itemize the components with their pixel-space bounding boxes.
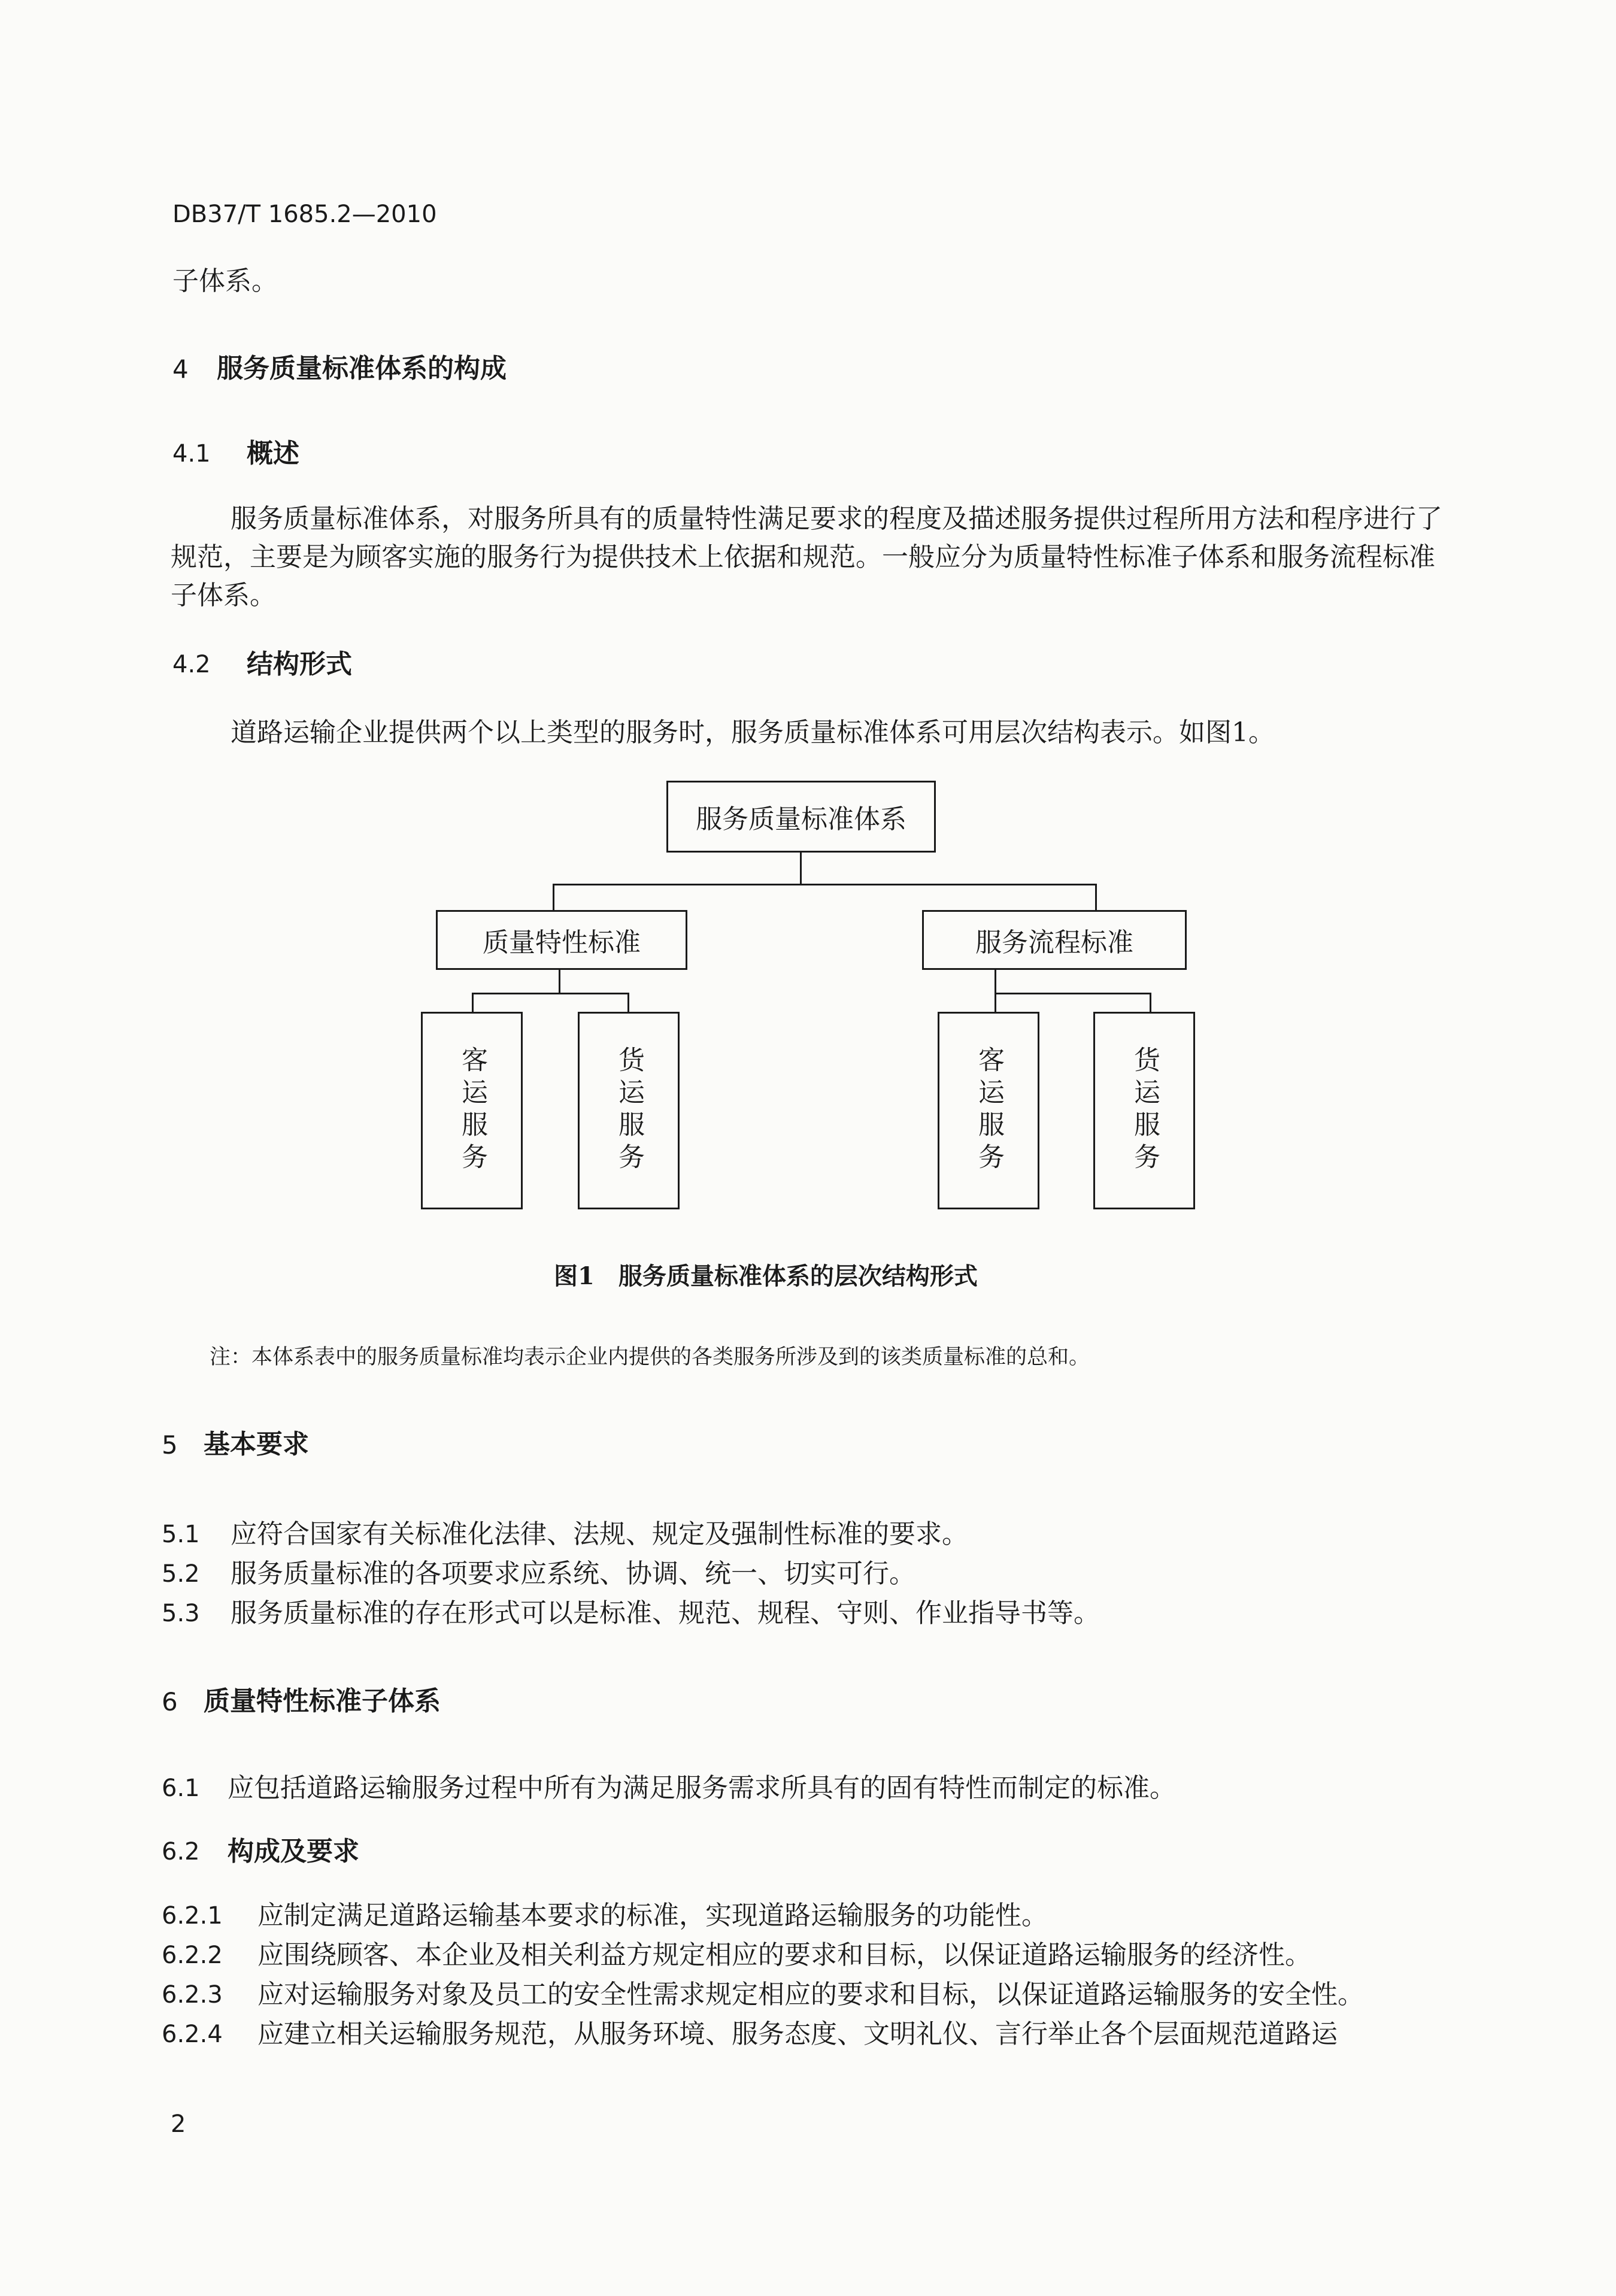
item-5-3-number: 5.3: [162, 1600, 200, 1627]
section-5-number: 5: [162, 1430, 178, 1460]
connector: [553, 884, 1096, 885]
section-4-2-title: 结构形式: [247, 649, 352, 680]
item-6-2-4-number: 6.2.4: [162, 2021, 223, 2048]
diagram-right-child-2: [1093, 1012, 1195, 1209]
diagram-right-child-1-label: 客运服务: [974, 1046, 1004, 1175]
connector: [995, 970, 996, 994]
connector: [627, 993, 629, 1013]
item-6-1-text: 应包括道路运输服务过程中所有为满足服务需求所具有的固有特性而制定的标准。: [228, 1773, 1176, 1803]
section-4-1-number: 4.1: [172, 440, 211, 468]
item-6-2-3-number: 6.2.3: [162, 1981, 223, 2009]
item-5-2-number: 5.2: [162, 1560, 200, 1588]
connector: [800, 853, 802, 885]
section-6-heading: 质量特性标准子体系: [204, 1686, 441, 1716]
diagram-right-label: 服务流程标准: [975, 927, 1133, 958]
section-5-heading: 基本要求: [204, 1429, 309, 1460]
item-6-1-number: 6.1: [162, 1775, 200, 1802]
diagram-left-child-1: [421, 1012, 523, 1209]
item-5-2-text: 服务质量标准的各项要求应系统、协调、统一、切实可行。: [231, 1558, 915, 1589]
connector: [553, 884, 554, 911]
figure-caption: 图1 服务质量标准体系的层次结构形式: [554, 1262, 978, 1290]
item-6-2-1-number: 6.2.1: [162, 1902, 223, 1930]
connector: [1095, 884, 1097, 911]
item-6-2-4-text: 应建立相关运输服务规范，从服务环境、服务态度、文明礼仪、言行举止各个层面规范道路运: [257, 2019, 1338, 2049]
connector: [1150, 993, 1151, 1013]
intro-fragment: 子体系。: [172, 266, 278, 296]
item-6-2-1-text: 应制定满足道路运输基本要求的标准，实现道路运输服务的功能性。: [257, 1900, 1048, 1931]
section-6-2-title: 构成及要求: [228, 1836, 359, 1867]
item-5-3-text: 服务质量标准的存在形式可以是标准、规范、规程、守则、作业指导书等。: [231, 1598, 1100, 1628]
item-6-2-3-text: 应对运输服务对象及员工的安全性需求规定相应的要求和目标，以保证道路运输服务的安全性。: [257, 1979, 1364, 2010]
diagram-left-box: [436, 910, 687, 970]
standard-number: DB37/T 1685.2—2010: [172, 201, 437, 228]
connector: [995, 993, 1151, 994]
item-5-1-text: 应符合国家有关标准化法律、法规、规定及强制性标准的要求。: [231, 1519, 968, 1549]
section-6-2-number: 6.2: [162, 1838, 200, 1866]
figure-note: 注：本体系表中的服务质量标准均表示企业内提供的各类服务所涉及到的该类质量标准的总和。: [210, 1345, 1090, 1369]
diagram-left-label: 质量特性标准: [483, 927, 641, 958]
section-4-2-number: 4.2: [172, 651, 211, 678]
page-number: 2: [171, 2110, 186, 2138]
connector: [472, 993, 629, 994]
connector: [995, 993, 996, 1013]
item-6-2-2-text: 应围绕顾客、本企业及相关利益方规定相应的要求和目标，以保证道路运输服务的经济性。: [257, 1940, 1311, 1970]
diagram-left-child-2-label: 货运服务: [614, 1046, 644, 1175]
item-5-1-number: 5.1: [162, 1521, 200, 1548]
section-4-heading: 服务质量标准体系的构成: [217, 353, 507, 384]
item-6-2-2-number: 6.2.2: [162, 1942, 223, 1969]
diagram-right-child-2-label: 货运服务: [1129, 1046, 1160, 1175]
diagram-right-box: [922, 910, 1187, 970]
connector: [559, 970, 560, 994]
diagram-left-child-1-label: 客运服务: [457, 1046, 487, 1175]
diagram-root-label: 服务质量标准体系: [696, 804, 906, 835]
diagram-right-child-1: [938, 1012, 1039, 1209]
section-4-number: 4: [172, 354, 189, 384]
diagram-root-box: [666, 781, 936, 853]
section-4-1-paragraph: 服务质量标准体系，对服务所具有的质量特性满足要求的程度及描述服务提供过程所用方法和程序进行了规范，主要是为顾客实施的服务行为提供技术上依据和规范。一般应分为质量特性标准子体系和服务流程标准子体系。: [171, 504, 1442, 611]
section-6-number: 6: [162, 1687, 178, 1716]
section-4-2-paragraph: 道路运输企业提供两个以上类型的服务时，服务质量标准体系可用层次结构表示。如图1。: [231, 717, 1275, 748]
section-4-1-title: 概述: [247, 438, 299, 469]
diagram-left-child-2: [578, 1012, 680, 1209]
connector: [472, 993, 474, 1013]
